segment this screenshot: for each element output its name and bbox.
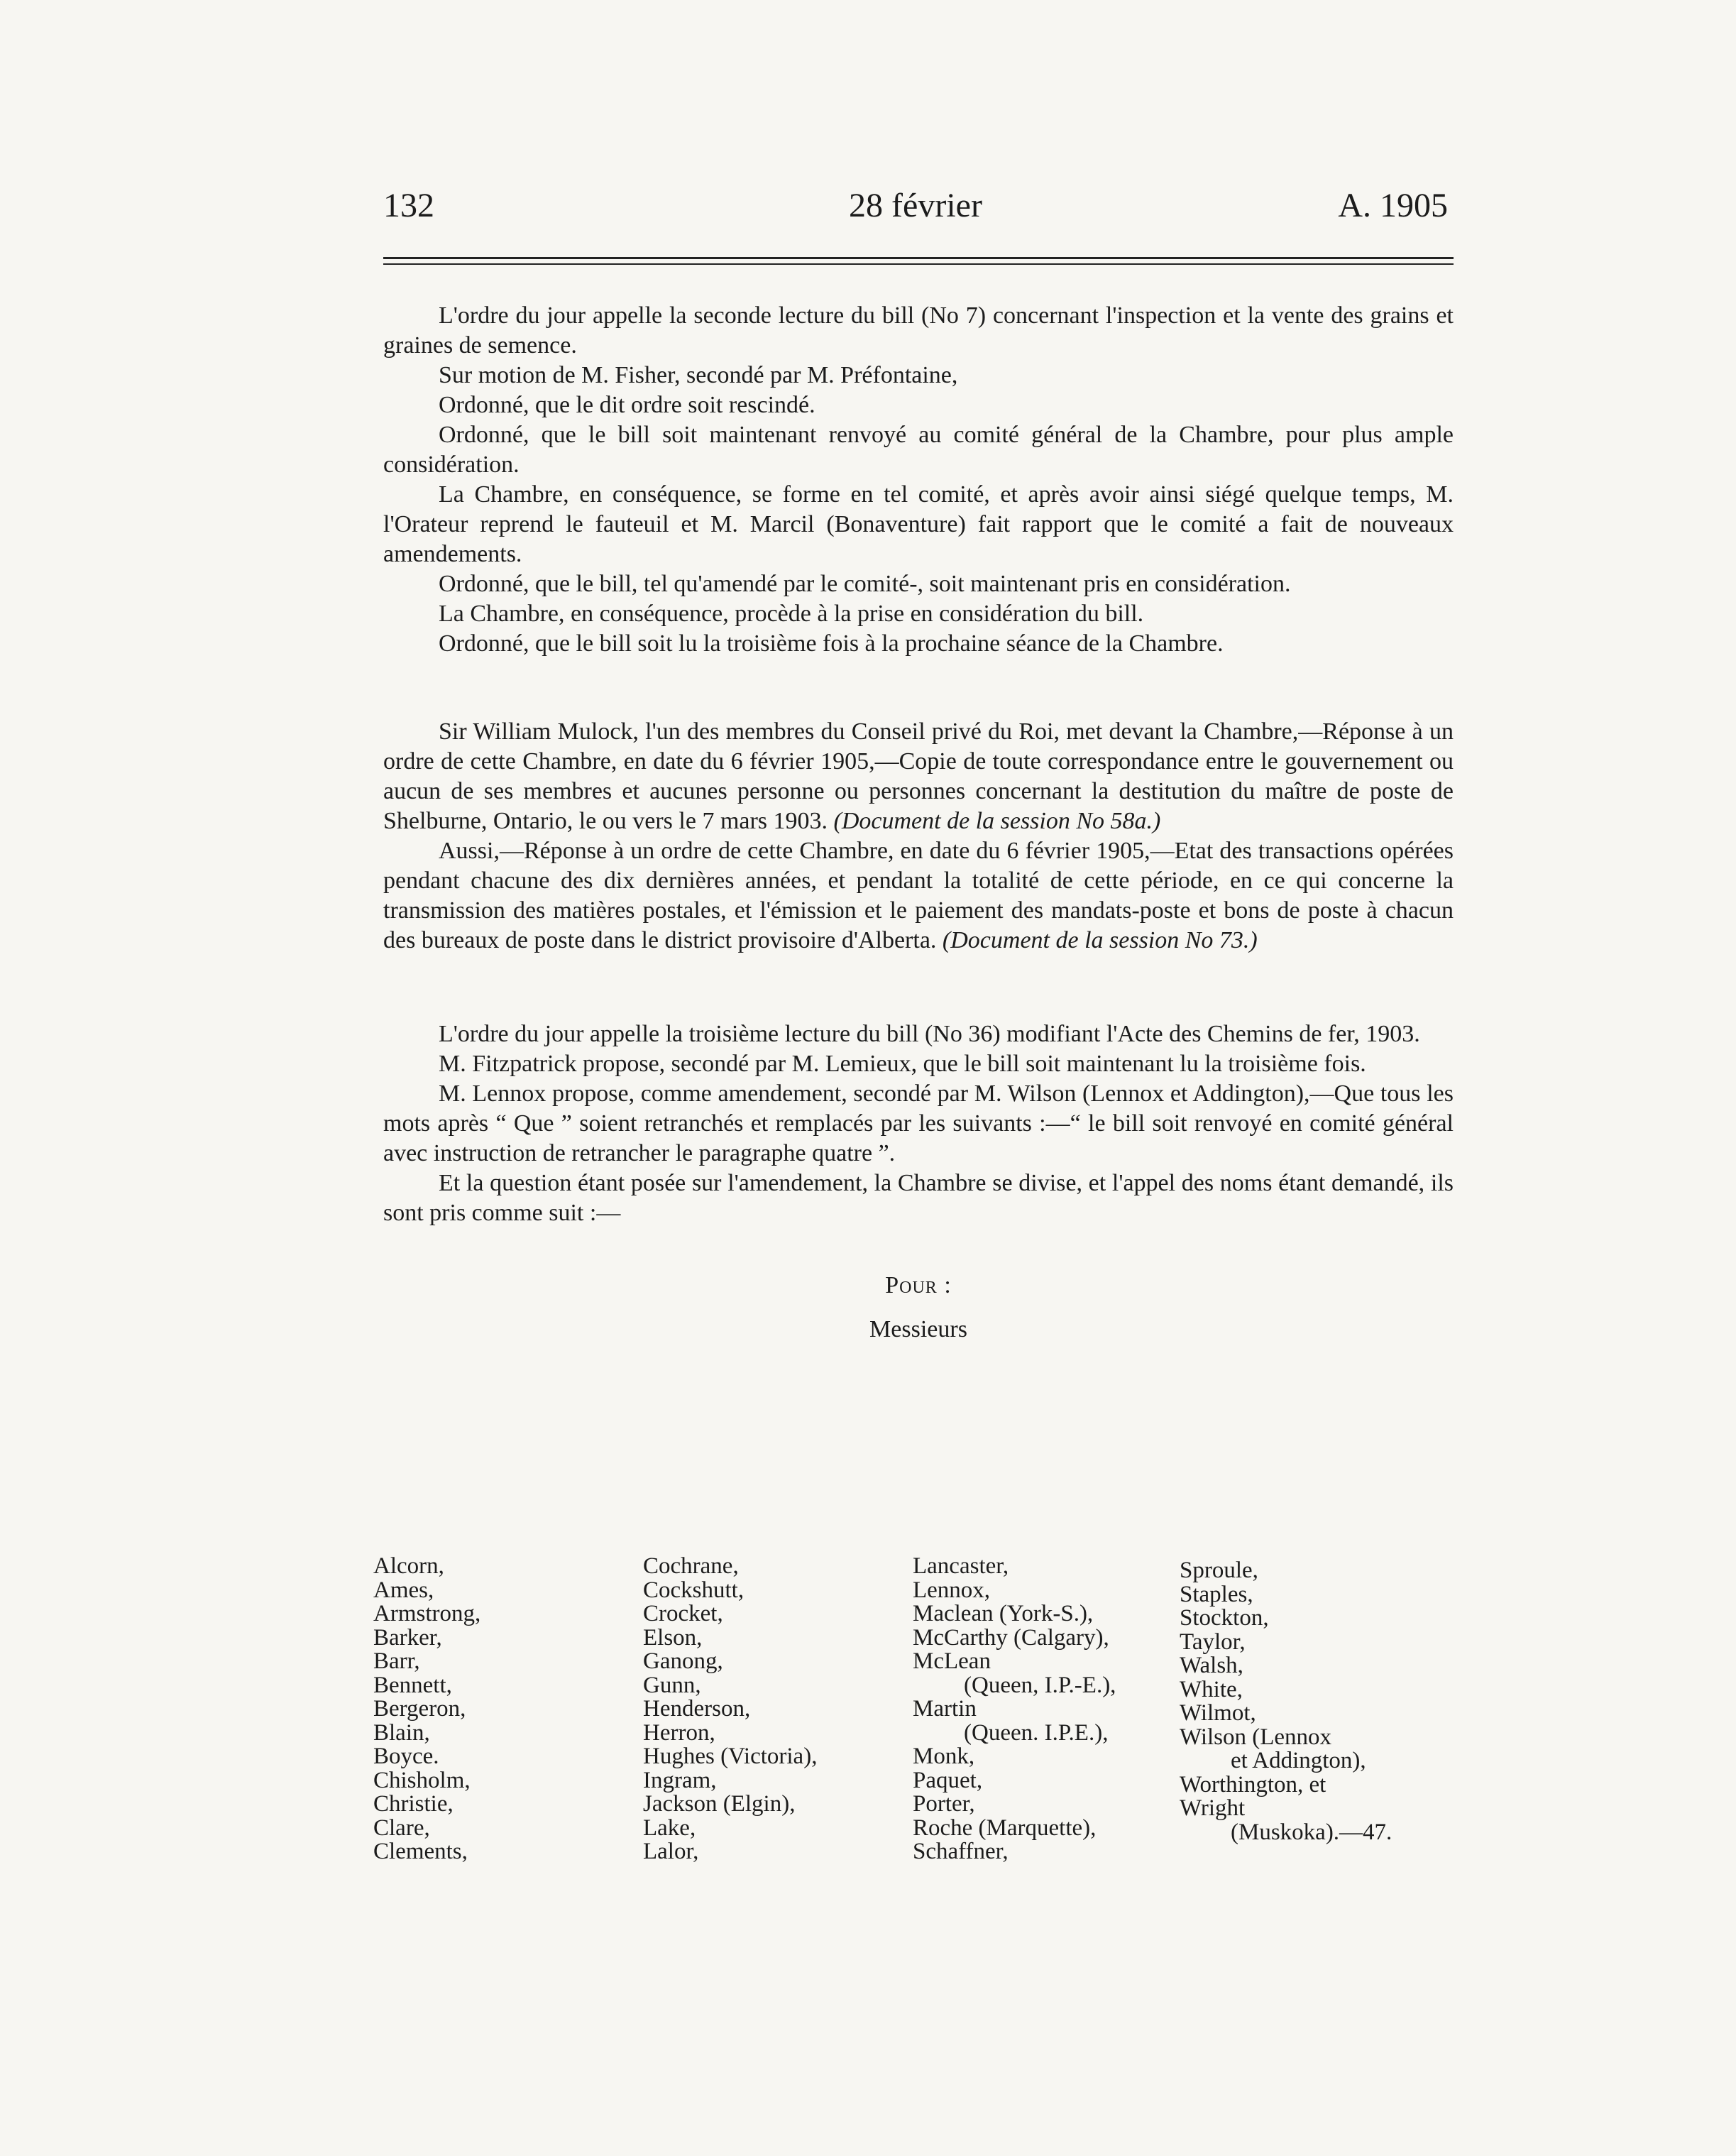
name-entry: Porter, xyxy=(913,1791,975,1817)
name-entry: Herron, xyxy=(643,1719,715,1746)
page-header xyxy=(383,186,1448,236)
vote-heading: Pour : xyxy=(885,1272,952,1298)
name-entry: Cockshutt, xyxy=(643,1577,745,1603)
paragraph: L'ordre du jour appelle la troisième lecture du bill (No 36) modifiant l'Acte des Chemins de fer, 1903. xyxy=(439,1021,1420,1047)
names-column-2 xyxy=(643,1555,817,1864)
name-entry: White, xyxy=(1180,1676,1243,1702)
name-entry: Lake, xyxy=(643,1815,696,1841)
name-entry: Gunn, xyxy=(643,1672,701,1698)
paragraph: Ordonné, que le bill, tel qu'amendé par le comité-, soit maintenant pris en considération. xyxy=(439,571,1291,597)
name-entry: Roche (Marquette), xyxy=(913,1815,1097,1841)
paragraph: L'ordre du jour appelle la seconde lecture du bill (No 7) concernant l'inspection et la vente des grains et graines de semence. xyxy=(383,302,1454,359)
name-entry: Paquet, xyxy=(913,1767,983,1793)
name-entry: Barker, xyxy=(373,1624,442,1651)
name-entry: McCarthy (Calgary), xyxy=(913,1624,1109,1651)
header-rule-top xyxy=(383,257,1454,259)
paragraph: M. Fitzpatrick propose, secondé par M. Lemieux, que le bill soit maintenant lu la troisième fois. xyxy=(439,1051,1366,1077)
paragraph xyxy=(383,836,1454,956)
paragraph xyxy=(383,717,1454,836)
name-entry: Hughes (Victoria), xyxy=(643,1744,818,1769)
document-body xyxy=(383,301,1454,1345)
name-entry: Walsh, xyxy=(1180,1653,1243,1678)
document-reference: (Document de la session No 58a.) xyxy=(833,808,1161,834)
name-entry: Elson, xyxy=(643,1624,703,1651)
paragraph: La Chambre, en conséquence, procède à la prise en considération du bill. xyxy=(439,601,1144,627)
name-entry: Bergeron, xyxy=(373,1696,466,1722)
name-entry: Staples, xyxy=(1180,1581,1253,1607)
name-entry: Wilmot, xyxy=(1180,1700,1256,1726)
names-column-4 xyxy=(1180,1559,1392,1844)
name-entry: Wright xyxy=(1180,1795,1246,1821)
name-entry: Barr, xyxy=(373,1648,420,1674)
names-column-3 xyxy=(913,1555,1116,1864)
name-entry: Boyce. xyxy=(373,1744,439,1769)
paragraph: Et la question étant posée sur l'amendement, la Chambre se divise, et l'appel des noms étant demandé, ils sont pris comme suit :— xyxy=(383,1170,1454,1226)
vote-subheading: Messieurs xyxy=(869,1316,967,1342)
name-entry: Ingram, xyxy=(643,1767,717,1793)
vote-names xyxy=(373,1555,1438,1867)
name-entry: Chisholm, xyxy=(373,1767,471,1793)
document-reference: (Document de la session No 73.) xyxy=(942,927,1258,953)
name-entry: Ganong, xyxy=(643,1648,723,1674)
paragraph: Ordonné, que le dit ordre soit rescindé. xyxy=(439,392,815,418)
name-entry: Worthington, et xyxy=(1180,1771,1326,1797)
name-entry: Lennox, xyxy=(913,1577,991,1603)
name-entry: Armstrong, xyxy=(373,1601,481,1626)
name-entry: Clare, xyxy=(373,1815,430,1841)
name-entry: (Queen, I.P.-E.), xyxy=(964,1672,1116,1698)
name-entry: (Queen. I.P.E.), xyxy=(964,1719,1109,1746)
name-entry: et Addington), xyxy=(1231,1748,1366,1773)
page-number: 132 xyxy=(383,187,434,224)
name-entry: Schaffner, xyxy=(913,1839,1009,1864)
paragraph-text: Sir William Mulock, l'un des membres du Conseil privé du Roi, met devant la Chambre,—Réponse à un ordre de cette Chambre, en date du 6 février 1905,—Copie de toute correspondance entre le gouvernement ou aucun de ses membres et aucunes personne ou personnes concernant la destitution du maître de poste de Shelburne, Ontario, le ou vers le 7 mars 1903. xyxy=(383,718,1454,834)
paragraph: Ordonné, que le bill soit lu la troisième fois à la prochaine séance de la Chambre. xyxy=(439,630,1224,657)
name-entry: Lancaster, xyxy=(913,1553,1009,1579)
name-entry: Wilson (Lennox xyxy=(1180,1724,1332,1750)
name-entry: Ames, xyxy=(373,1577,434,1603)
name-entry: McLean xyxy=(913,1648,991,1674)
name-entry: (Muskoka).—47. xyxy=(1231,1819,1392,1845)
name-entry: Crocket, xyxy=(643,1601,723,1626)
name-entry: Sproule, xyxy=(1180,1558,1258,1583)
paragraph: M. Lennox propose, comme amendement, secondé par M. Wilson (Lennox et Addington),—Que tous les mots après “ Que ” soient retranchés et remplacés par les suivants :—“ le bill soit renvoyé en comité général avec instruction de retrancher le paragraphe quatre ”. xyxy=(383,1080,1454,1166)
name-entry: Monk, xyxy=(913,1744,975,1769)
header-rule-bottom xyxy=(383,263,1454,265)
name-entry: Blain, xyxy=(373,1719,430,1746)
name-entry: Clements, xyxy=(373,1839,468,1864)
name-entry: Maclean (York-S.), xyxy=(913,1601,1094,1626)
name-entry: Jackson (Elgin), xyxy=(643,1791,796,1817)
names-column-1 xyxy=(373,1555,480,1864)
name-entry: Alcorn, xyxy=(373,1553,444,1579)
paragraph-text: Aussi,—Réponse à un ordre de cette Chambre, en date du 6 février 1905,—Etat des transactions opérées pendant chacune des dix dernières années, et pendant la totalité de cette période, en ce qui concerne la transmission des matières postales, et l'émission et le paiement des mandats-poste et bons de poste à chacun des bureaux de poste dans le district provisoire d'Alberta. xyxy=(383,838,1454,953)
page-year: A. 1905 xyxy=(1338,187,1448,224)
name-entry: Taylor, xyxy=(1180,1629,1246,1655)
section-gap xyxy=(383,659,1454,717)
name-entry: Martin xyxy=(913,1696,977,1722)
paragraph: Sur motion de M. Fisher, secondé par M. Préfontaine, xyxy=(439,362,958,388)
name-entry: Christie, xyxy=(373,1791,454,1817)
name-entry: Lalor, xyxy=(643,1839,699,1864)
name-entry: Bennett, xyxy=(373,1672,452,1698)
name-entry: Stockton, xyxy=(1180,1605,1269,1631)
page-date: 28 février xyxy=(849,187,982,224)
name-entry: Henderson, xyxy=(643,1696,751,1722)
paragraph: Ordonné, que le bill soit maintenant renvoyé au comité général de la Chambre, pour plus ample considération. xyxy=(383,422,1454,478)
paragraph: La Chambre, en conséquence, se forme en tel comité, et après avoir ainsi siégé quelque temps, M. l'Orateur reprend le fauteuil et M. Marcil (Bonaventure) fait rapport que le comité a fait de nouveaux amendements. xyxy=(383,481,1454,567)
name-entry: Cochrane, xyxy=(643,1553,739,1579)
section-gap xyxy=(383,956,1454,1019)
